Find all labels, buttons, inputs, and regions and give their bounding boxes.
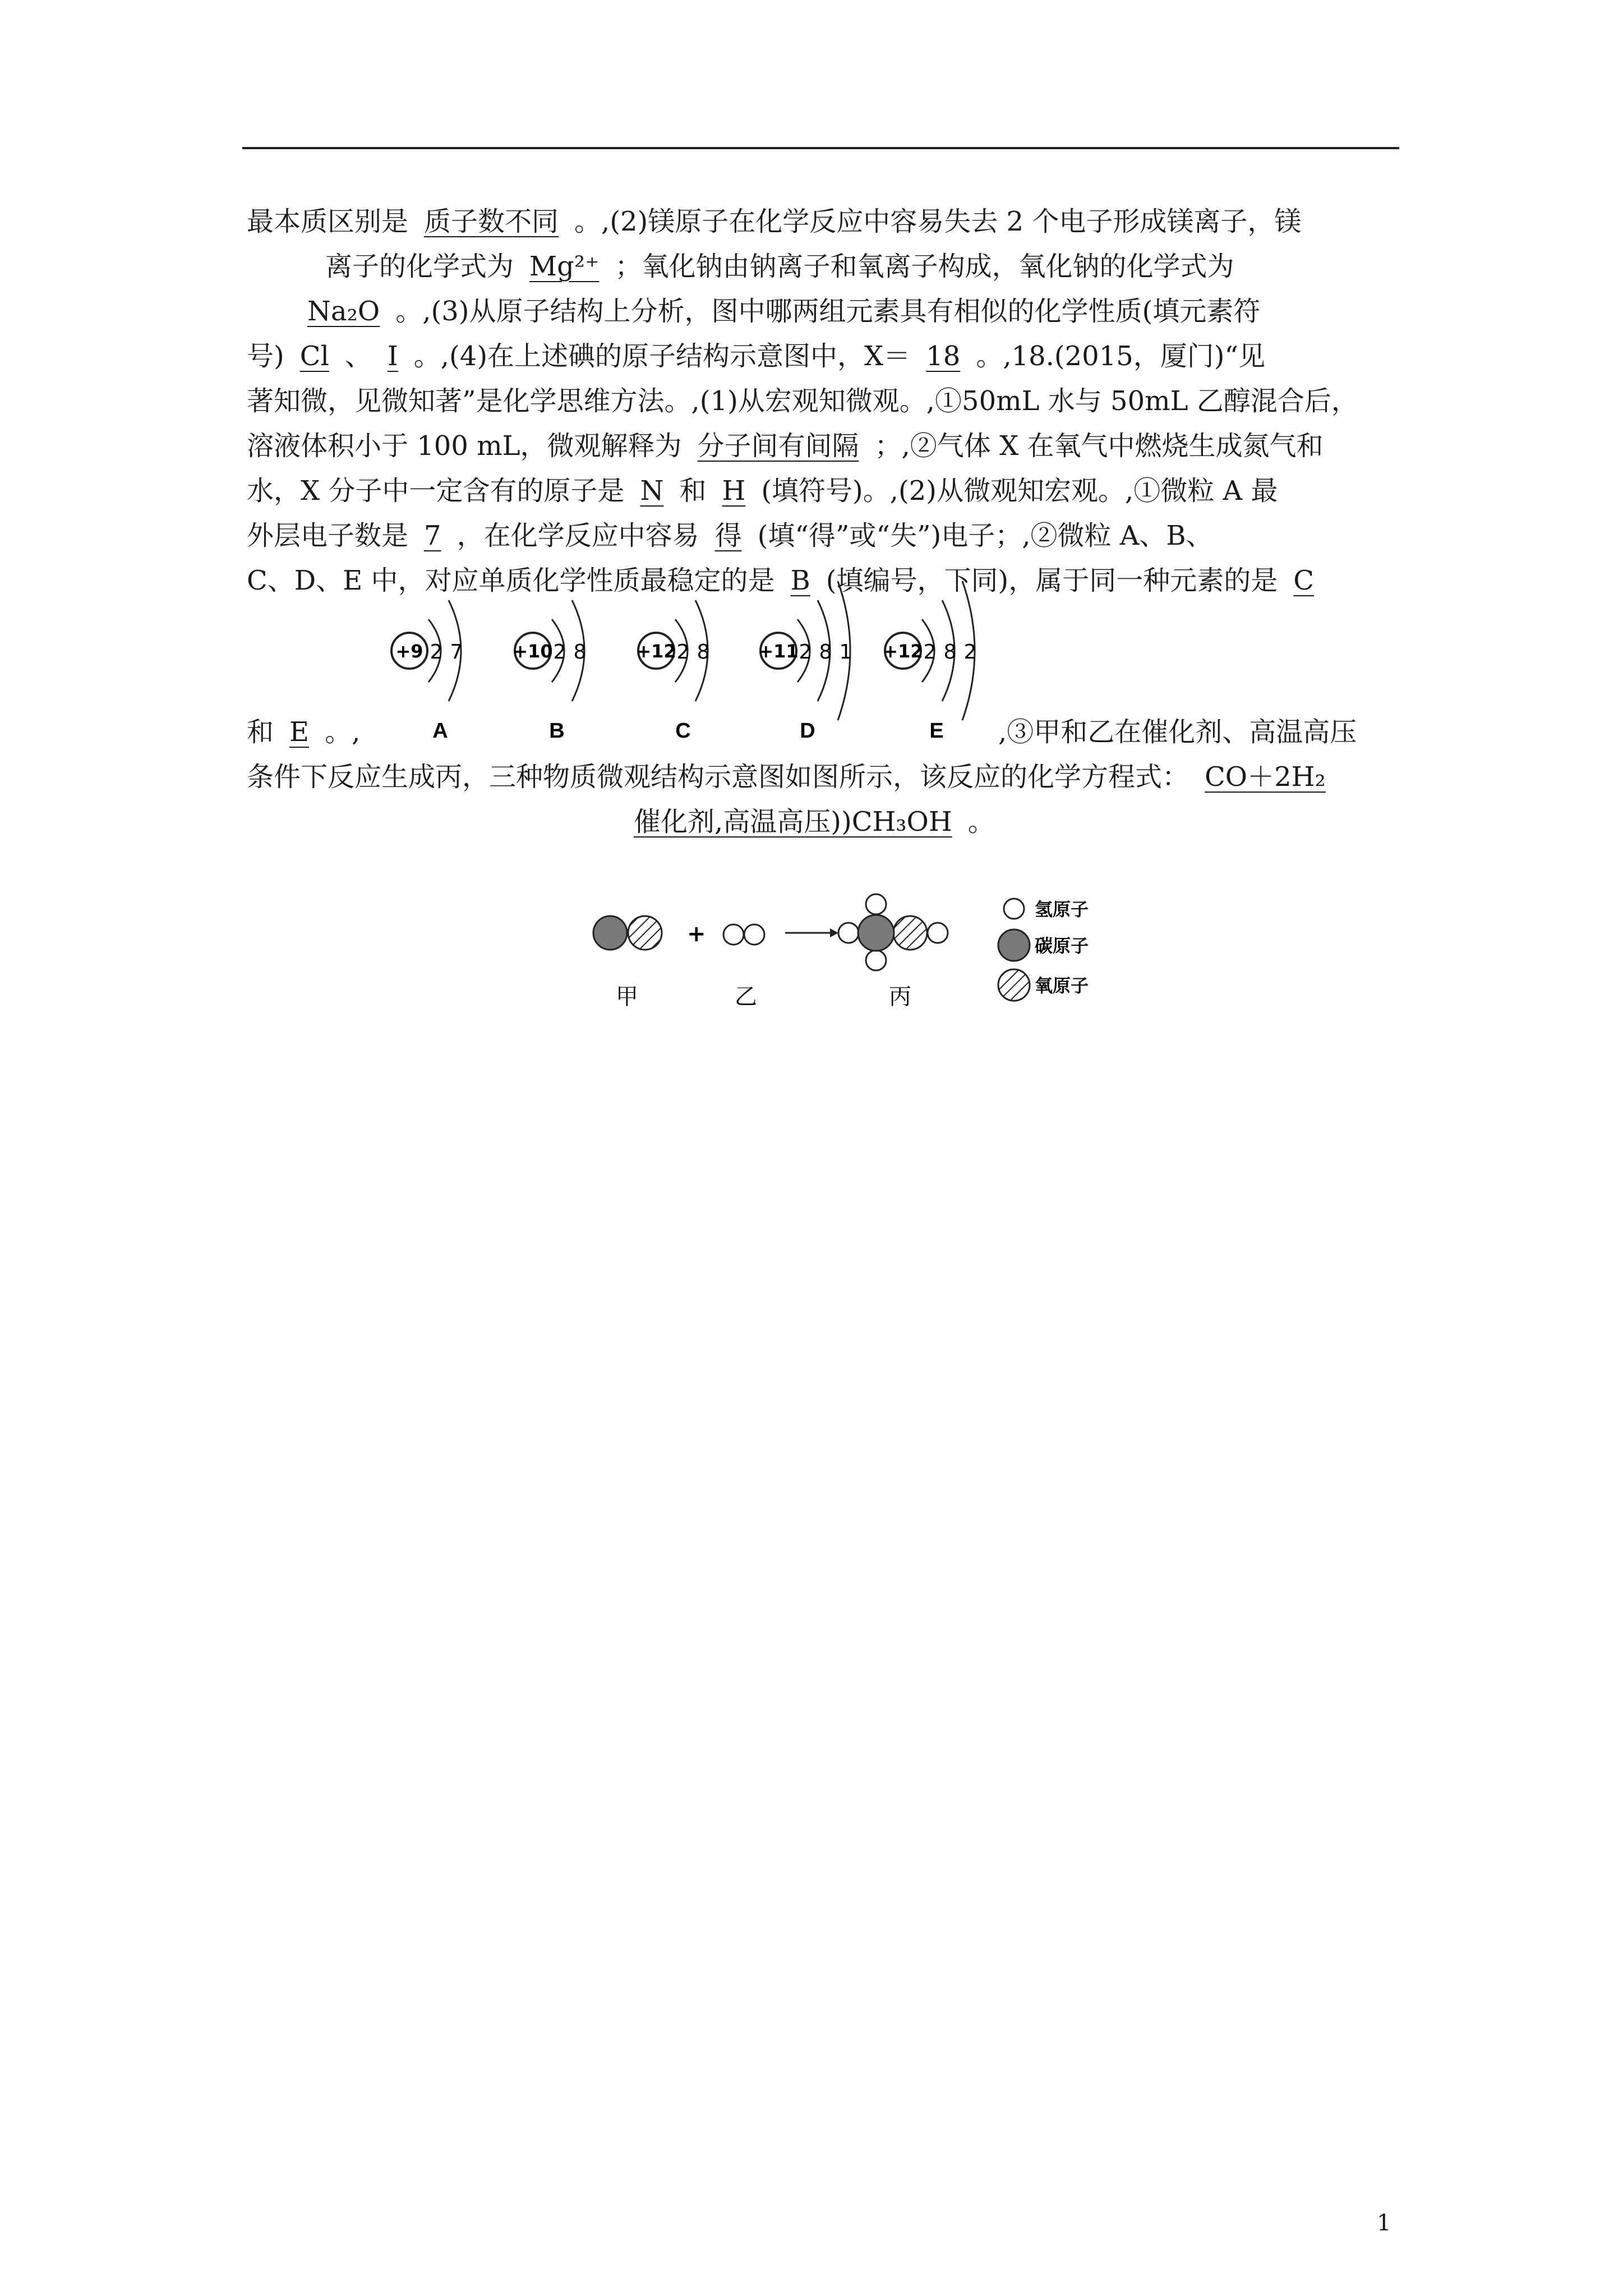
legend-carbon-label: 碳原子 — [1035, 935, 1089, 956]
answer-blank: Na₂O — [307, 296, 380, 327]
arrow-head — [830, 928, 838, 937]
text: ，在化学反应中容易 — [457, 520, 699, 551]
answer-blank: 18 — [926, 341, 961, 372]
shell-electron-count: 1 — [839, 641, 852, 664]
text: 。,18.(2015，厦门)“见 — [976, 341, 1266, 372]
atom-label: A — [432, 719, 448, 743]
nuclear-charge: +11 — [758, 641, 799, 662]
text: 溶液体积小于 100 mL，微观解释为 — [247, 430, 682, 462]
nuclear-charge: +10 — [513, 641, 553, 662]
text: 、 — [344, 341, 372, 372]
answer-blank: 得 — [714, 520, 742, 551]
carbon-atom — [593, 916, 627, 950]
answer-blank: N — [640, 475, 664, 507]
shell-electron-count: 8 — [943, 641, 957, 664]
text: 。 — [967, 806, 995, 838]
plus-sign: + — [687, 921, 706, 947]
text: 。,(3)从原子结构上分析，图中哪两组元素具有相似的化学性质(填元素符 — [395, 296, 1261, 327]
text: ；氧化钠由钠离子和氧离子构成，氧化钠的化学式为 — [615, 251, 1234, 282]
text: (填“得”或“失”)电子；,②微粒 A、B、 — [757, 520, 1213, 551]
text: 。,(2)镁原子在化学反应中容易失去 2 个电子形成镁离子，镁 — [574, 206, 1302, 237]
label-yi: 乙 — [735, 984, 757, 1010]
legend-oxygen-icon — [998, 969, 1030, 1001]
answer-blank: Mg²⁺ — [529, 251, 600, 282]
carbon-atom — [858, 915, 894, 951]
atom-label: B — [549, 719, 565, 743]
answer-blank: 质子数不同 — [424, 206, 559, 237]
answer-blank: 7 — [424, 520, 441, 551]
hydrogen-atom — [866, 894, 886, 914]
text: 。, — [325, 716, 361, 748]
shell-electron-count: 8 — [819, 641, 832, 664]
text: ,③甲和乙在催化剂、高温高压 — [998, 716, 1357, 748]
answer-blank: 分子间有间隔 — [697, 430, 859, 462]
atom-label: E — [929, 719, 944, 743]
text: (填编号，下同)，属于同一种元素的是 — [826, 565, 1278, 596]
hydrogen-atom — [723, 924, 744, 945]
text: 和 — [247, 716, 274, 748]
shell-electron-count: 8 — [697, 641, 710, 664]
answer-blank: C — [1293, 565, 1314, 596]
hydrogen-atom — [744, 924, 764, 945]
legend-hydrogen-icon — [1004, 899, 1024, 919]
atom-label: C — [675, 719, 691, 743]
oxygen-atom — [893, 916, 927, 950]
label-jia: 甲 — [616, 984, 638, 1010]
answer-blank: 催化剂,高温高压))CH₃OH — [634, 806, 952, 838]
hydrogen-atom — [928, 923, 948, 943]
atom-label: D — [800, 719, 815, 743]
text: 和 — [679, 475, 707, 507]
shell-electron-count: 2 — [799, 641, 812, 664]
answer-blank: E — [289, 716, 310, 748]
text: ；,②气体 X 在氧气中燃烧生成氮气和 — [874, 430, 1324, 462]
nuclear-charge: +9 — [395, 641, 423, 662]
text: 条件下反应生成丙，三种物质微观结构示意图如图所示，该反应的化学方程式： — [247, 761, 1189, 793]
text: (填符号)。,(2)从微观知宏观。,①微粒 A 最 — [761, 475, 1278, 507]
text: 著知微，见微知著”是化学思维方法。,(1)从宏观知微观。,①50mL 水与 50mL 乙醇混合后， — [247, 385, 1358, 417]
text: 水，X 分子中一定含有的原子是 — [247, 475, 625, 507]
reaction-diagram — [0, 0, 1623, 1066]
shell-electron-count: 2 — [553, 641, 566, 664]
answer-blank: H — [722, 475, 746, 507]
answer-blank: Cl — [299, 341, 329, 372]
shell-electron-count: 7 — [450, 641, 463, 664]
text: 离子的化学式为 — [325, 251, 514, 282]
legend-oxygen-label: 氧原子 — [1035, 975, 1089, 996]
text: 号) — [247, 341, 284, 372]
legend-carbon-icon — [998, 930, 1030, 961]
hydrogen-atom — [838, 923, 859, 943]
nuclear-charge: +12 — [883, 641, 923, 662]
shell-electron-count: 2 — [923, 641, 937, 664]
answer-blank: B — [790, 565, 810, 596]
text: 。,(4)在上述碘的原子结构示意图中，X＝ — [413, 341, 911, 372]
legend-hydrogen-label: 氢原子 — [1035, 899, 1089, 920]
nuclear-charge: +12 — [636, 641, 676, 662]
hydrogen-atom — [866, 950, 886, 970]
page-number: 1 — [1377, 2210, 1391, 2236]
oxygen-atom — [628, 916, 662, 950]
shell-electron-count: 8 — [573, 641, 587, 664]
shell-electron-count: 2 — [676, 641, 690, 664]
text: C、D、E 中，对应单质化学性质最稳定的是 — [247, 565, 775, 596]
label-bing: 丙 — [889, 984, 911, 1010]
shell-electron-count: 2 — [963, 641, 977, 664]
answer-blank: I — [387, 341, 398, 372]
text: 外层电子数是 — [247, 520, 409, 551]
shell-electron-count: 2 — [430, 641, 443, 664]
answer-blank: CO＋2H₂ — [1205, 761, 1326, 793]
text: 最本质区别是 — [247, 206, 409, 237]
